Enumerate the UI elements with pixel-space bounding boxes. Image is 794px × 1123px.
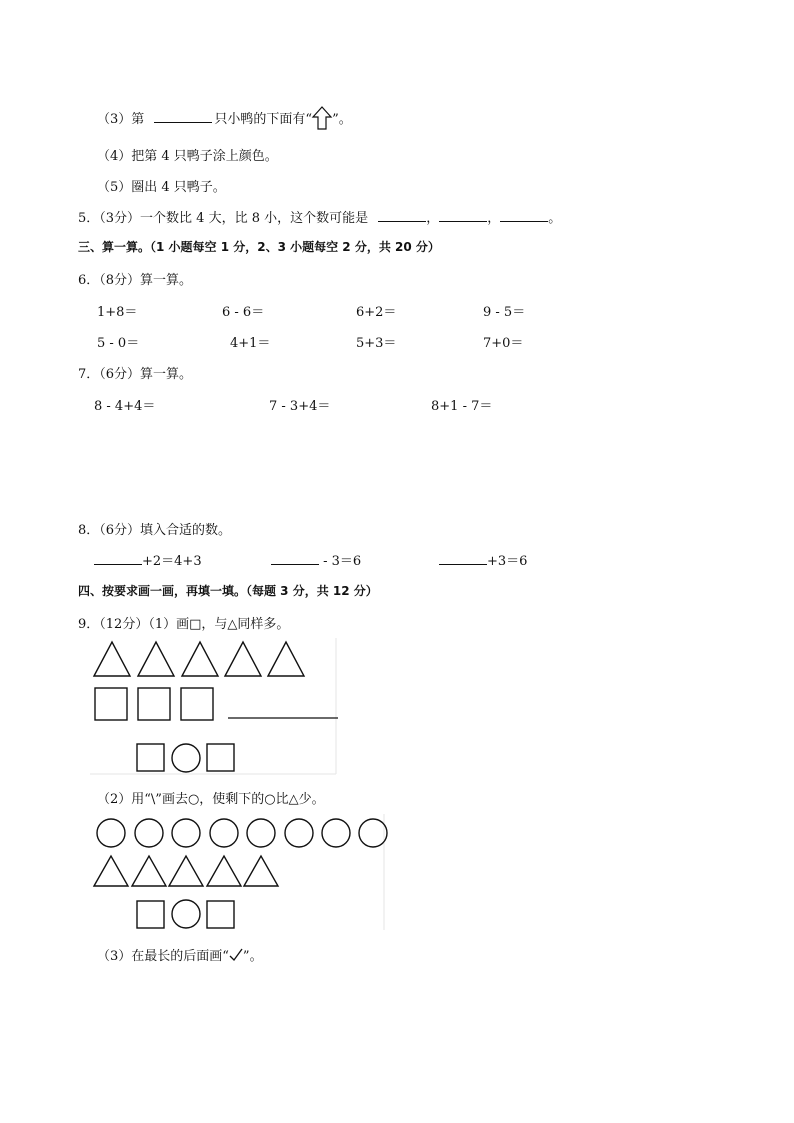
q8-blank-2[interactable] [271, 552, 319, 565]
q4-sub3-text: 只小鸭的下面有“ [214, 112, 313, 127]
q7-item-1: 8 - 4+4＝ [94, 399, 156, 414]
triangle-icon [225, 642, 261, 676]
q5-sep-1: ， [426, 211, 440, 226]
q9-figure-1 [90, 638, 350, 778]
q6-item-8: 7+0＝ [483, 336, 524, 351]
q4-sub3-prefix: （3）第 [97, 112, 145, 127]
q8-item-3-text: +3＝6 [487, 554, 528, 569]
q6-item-7: 5+3＝ [356, 336, 397, 351]
circle-icon [172, 744, 200, 772]
q5-blank-1[interactable] [378, 209, 426, 222]
q5-text: 5．（3分）一个数比 4 大，比 8 小，这个数可能是 [78, 211, 369, 226]
circle-icon [359, 819, 387, 847]
triangle-icon [138, 642, 174, 676]
q7-item-3: 8+1 - 7＝ [431, 399, 493, 414]
q8-item-2 [271, 550, 361, 569]
q8-item-3 [439, 550, 527, 569]
section-4-title: 四、按要求画一画，再填一填。（每题 3 分，共 12 分） [78, 584, 378, 598]
q8-item-1 [94, 550, 202, 569]
triangle-icon [169, 856, 203, 886]
q9-title: 9．（12分）（1）画□，与△同样多。 [78, 617, 290, 632]
q9-sub3-end: ”。 [242, 949, 263, 964]
q4-sub3-end: ”。 [332, 112, 352, 127]
q4-sub4: （4）把第 4 只鸭子涂上颜色。 [97, 149, 278, 164]
q5-blank-3[interactable] [500, 209, 548, 222]
q4-sub5: （5）圈出 4 只鸭子。 [97, 180, 226, 195]
q7-title: 7．（6分）算一算。 [78, 367, 193, 382]
q9-figure-2 [90, 814, 390, 934]
q4-sub3 [97, 106, 352, 130]
circle-icon [210, 819, 238, 847]
square-icon [138, 688, 170, 720]
q5-sep-2: ， [487, 211, 501, 226]
triangle-icon [132, 856, 166, 886]
q9-sub2: （2）用“\”画去○，使剩下的○比△少。 [97, 792, 325, 807]
square-icon [95, 688, 127, 720]
up-arrow-icon [312, 106, 332, 130]
q9-sub3-text: （3）在最长的后面画“ [97, 949, 229, 964]
circle-icon [172, 900, 200, 928]
check-mark-icon [229, 948, 243, 962]
q5-end: 。 [548, 211, 562, 226]
q8-blank-3[interactable] [439, 552, 487, 565]
q6-item-1: 1+8＝ [97, 305, 138, 320]
q4-sub3-blank[interactable] [154, 110, 212, 123]
circle-icon [285, 819, 313, 847]
q5-blank-2[interactable] [439, 209, 487, 222]
q6-item-2: 6 - 6＝ [222, 305, 265, 320]
circle-icon [97, 819, 125, 847]
circle-icon [172, 819, 200, 847]
triangle-icon [268, 642, 304, 676]
q6-item-4: 9 - 5＝ [483, 305, 526, 320]
q7-item-2: 7 - 3+4＝ [269, 399, 331, 414]
q8-item-1-text: +2＝4+3 [142, 554, 202, 569]
triangle-icon [207, 856, 241, 886]
triangle-icon [94, 642, 130, 676]
circle-icon [247, 819, 275, 847]
triangle-icon [244, 856, 278, 886]
square-icon [137, 744, 164, 771]
q5 [78, 207, 561, 226]
q8-item-2-text: - 3＝6 [319, 554, 362, 569]
q9-sub3 [97, 945, 263, 964]
circle-icon [322, 819, 350, 847]
section-3-title: 三、算一算。（1 小题每空 1 分，2、3 小题每空 2 分，共 20 分） [78, 240, 440, 254]
q6-item-3: 6+2＝ [356, 305, 397, 320]
square-icon [207, 901, 234, 928]
triangle-icon [94, 856, 128, 886]
circle-icon [135, 819, 163, 847]
q6-item-5: 5 - 0＝ [97, 336, 140, 351]
q6-item-6: 4+1＝ [230, 336, 271, 351]
q6-title: 6．（8分）算一算。 [78, 273, 193, 288]
q8-title: 8．（6分）填入合适的数。 [78, 523, 232, 538]
q8-blank-1[interactable] [94, 552, 142, 565]
square-icon [181, 688, 213, 720]
square-icon [207, 744, 234, 771]
triangle-icon [182, 642, 218, 676]
square-icon [137, 901, 164, 928]
